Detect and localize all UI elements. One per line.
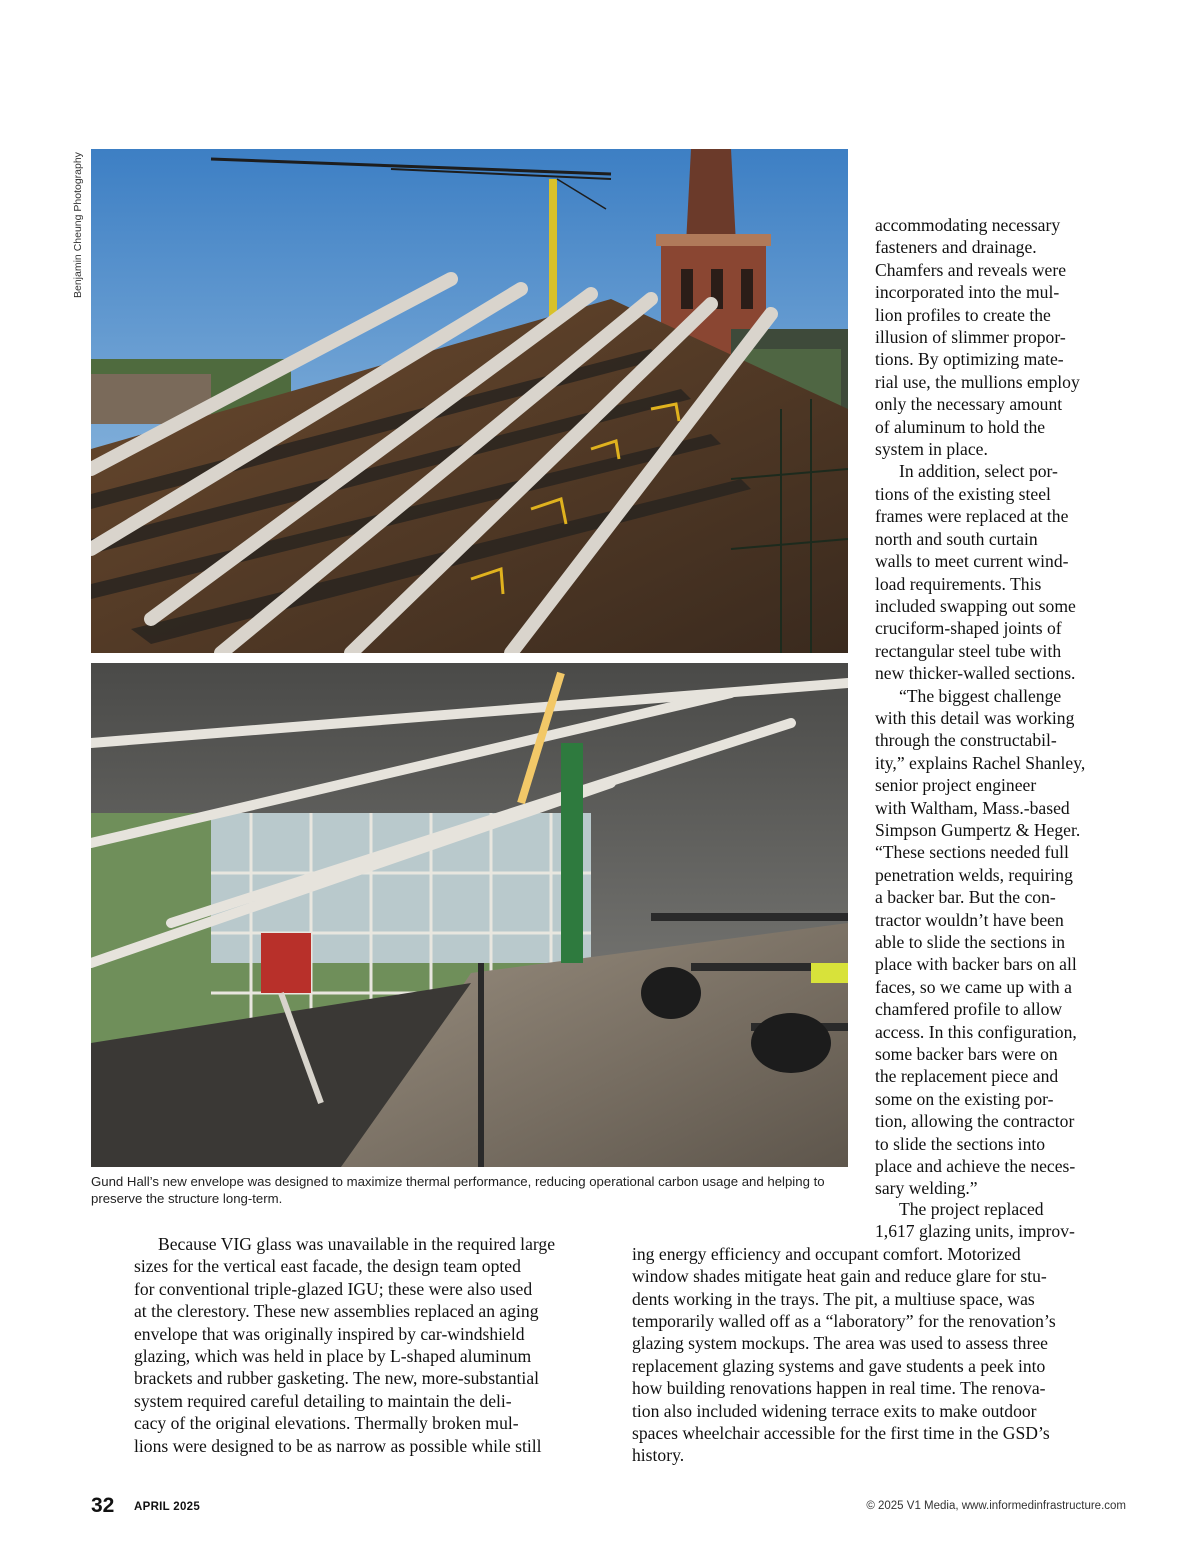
text-line: glazing system mockups. The area was used to assess three [632,1333,1048,1354]
text-line: Simpson Gumpertz & Heger. [875,819,1081,840]
text-line: rial use, the mullions employ [875,371,1080,392]
text-line: to slide the sections into [875,1133,1046,1154]
issue-date: APRIL 2025 [134,1501,201,1513]
right-text-column [875,214,1120,1200]
text-line: at the clerestory. These new assemblies replaced an aging [134,1301,539,1322]
text-line: illusion of slimmer propor- [875,327,1066,348]
text-line: Chamfers and reveals were [875,259,1066,280]
bottom-left-text-column [134,1233,604,1457]
text-line: rectangular steel tube with [875,640,1062,661]
text-line: only the necessary amount [875,394,1063,415]
text-line: lions were designed to be as narrow as possible while still [134,1435,542,1456]
text-line: lion profiles to create the [875,304,1051,325]
text-line: some backer bars were on [875,1044,1058,1065]
text-line: temporarily walled off as a “laboratory” for the renovation’s [632,1311,1056,1332]
text-line: replacement glazing systems and gave students a peek into [632,1355,1046,1376]
text-line: faces, so we came up with a [875,976,1072,997]
text-line: system required careful detailing to maintain the deli- [134,1390,512,1411]
text-line: incorporated into the mul- [875,282,1060,303]
text-line: for conventional triple-glazed IGU; these were also used [134,1278,533,1299]
text-line: sizes for the vertical east facade, the design team opted [134,1256,521,1277]
text-line: 1,617 glazing units, improv- [875,1221,1075,1242]
text-line: new thicker-walled sections. [875,663,1076,684]
text-line: window shades mitigate heat gain and reduce glare for stu- [632,1266,1047,1287]
text-line: history. [632,1445,685,1466]
text-line: some on the existing por- [875,1088,1054,1109]
text-line: cacy of the original elevations. Thermally broken mul- [134,1413,519,1434]
text-line: Because VIG glass was unavailable in the required large [158,1234,556,1254]
text-line: through the constructabil- [875,730,1057,751]
text-line: load requirements. This [875,573,1042,594]
text-line: tions. By optimizing mate- [875,349,1064,370]
text-line: brackets and rubber gasketing. The new, more-substantial [134,1368,540,1389]
text-line: glazing, which was held in place by L-shaped aluminum [134,1346,532,1367]
text-line: system in place. [875,439,988,460]
text-line: ity,” explains Rachel Shanley, [875,752,1086,773]
text-line: The project replaced [899,1199,1044,1219]
page-number: 32 [91,1494,115,1517]
text-line: the replacement piece and [875,1066,1059,1087]
text-line: access. In this configuration, [875,1021,1077,1042]
text-line: place and achieve the neces- [875,1156,1076,1177]
text-line: tion also included widening terrace exits to make outdoor [632,1400,1037,1421]
text-line: of aluminum to hold the [875,416,1046,437]
text-line: tion, allowing the contractor [875,1111,1075,1132]
text-line: fasteners and drainage. [875,237,1037,258]
text-line: “The biggest challenge [899,685,1062,706]
photo-caption: Gund Hall’s new envelope was designed to maximize thermal performance, reducing operational carbon usage and helping to preserve the structure long-term. [91,1174,825,1206]
text-line: walls to meet current wind- [875,551,1069,572]
text-line: sary welding.” [875,1178,978,1199]
text-line: “These sections needed full [875,842,1069,863]
text-line: frames were replaced at the [875,506,1069,527]
text-line: dents working in the trays. The pit, a multiuse space, was [632,1288,1035,1309]
copyright-notice: © 2025 V1 Media, www.informedinfrastructure.com [866,1500,1126,1512]
text-line: senior project engineer [875,775,1037,796]
text-line: cruciform-shaped joints of [875,618,1062,639]
text-line: with this detail was working [875,707,1075,728]
text-line: place with backer bars on all [875,954,1077,975]
text-line: envelope that was originally inspired by car-windshield [134,1323,525,1344]
text-line: able to slide the sections in [875,932,1066,952]
text-line: ing energy efficiency and occupant comfort. Motorized [632,1243,1021,1264]
text-line: north and south curtain [875,528,1038,549]
text-line: tractor wouldn’t have been [875,909,1064,930]
text-line: a backer bar. But the con- [875,887,1056,908]
text-line: accommodating necessary [875,215,1061,235]
text-line: penetration welds, requiring [875,864,1073,885]
text-line: included swapping out some [875,595,1076,616]
text-line: how building renovations happen in real time. The renova- [632,1378,1046,1399]
rooftop-construction-photo [91,149,848,653]
bottom-right-text-column [632,1198,1102,1467]
text-line: In addition, select por- [899,461,1058,482]
text-line: with Waltham, Mass.-based [875,797,1070,818]
text-line: tions of the existing steel [875,483,1051,504]
photo-credit: Benjamin Cheung Photography [72,152,84,298]
interior-studio-photo [91,663,848,1167]
text-line: spaces wheelchair accessible for the first time in the GSD’s [632,1423,1050,1444]
text-line: chamfered profile to allow [875,999,1063,1020]
